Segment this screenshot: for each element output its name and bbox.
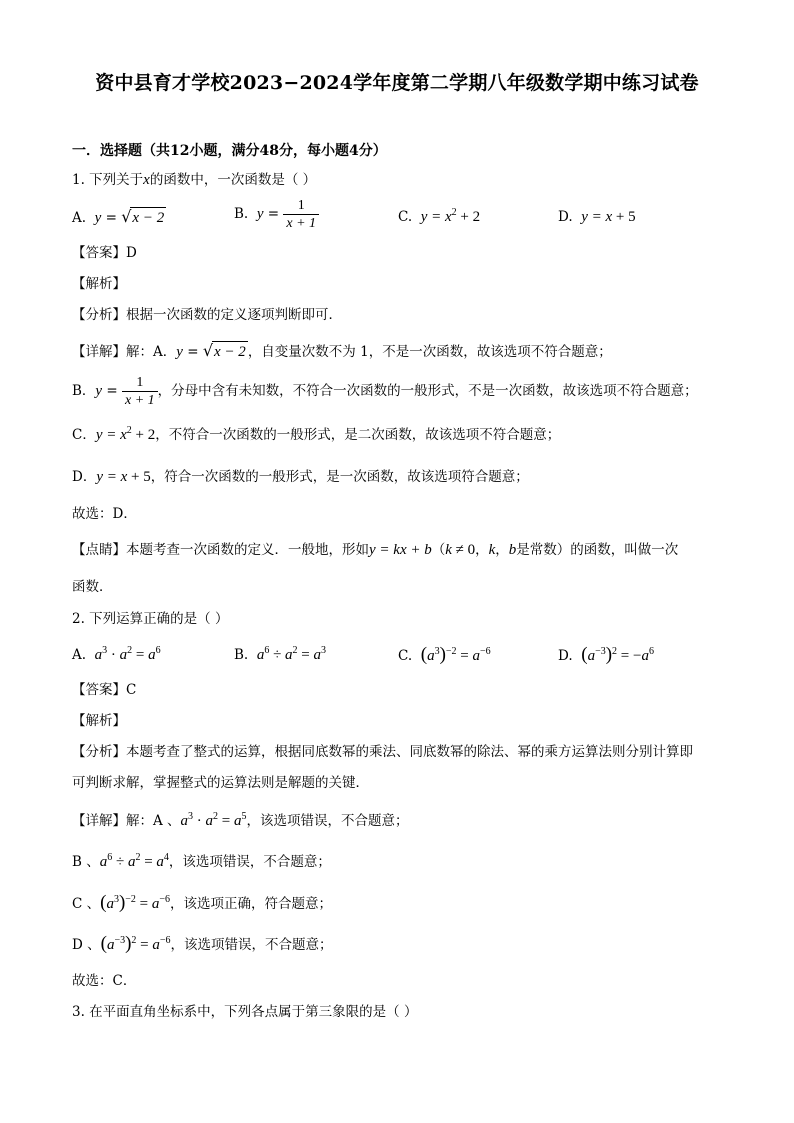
section-heading: 一．选择题（共12小题，满分48分，每小题4分） (72, 143, 387, 159)
q2-detail-c: C 、$(a^3)^{-2} = a^{-6}$，该选项正确，符合题意； (72, 892, 333, 913)
q2-detail-d: D 、$(a^{-3})^2 = a^{-6}$，该选项错误，不合题意； (72, 933, 333, 954)
q1-detail-d: D．y = x + 5，符合一次函数的一般形式，是一次函数，故该选项符合题意； (72, 469, 529, 485)
q1-note-cont: 函数． (72, 579, 113, 595)
q1-analysis-tag: 【解析】 (72, 276, 126, 292)
q1-option-d: D. y = x + 5 (558, 209, 636, 225)
page-title: 资中县育才学校2023−2024学年度第二学期八年级数学期中练习试卷 (95, 72, 699, 94)
q2-detail-b: B 、$a^6 \div a^2 = a^4$，该选项错误，不合题意； (72, 852, 331, 870)
q2-option-d: D. $(a^{-3})^2 = -a^6$ (558, 644, 654, 665)
q1-option-a: A. y = √x − 2 (72, 207, 165, 226)
q1-detail-b: B．y = $\frac{1}{x + 1}$ ，分母中含有未知数，不符合一次函数的一般形式，不是一次函数，故该选项不符合题意； (72, 375, 698, 408)
q1-stem: 1. 下列关于x的函数中，一次函数是（ ） (72, 172, 317, 188)
q2-choice: 故选：C． (72, 973, 137, 989)
q3-stem: 3. 在平面直角坐标系中，下列各点属于第三象限的是（ ） (72, 1004, 418, 1020)
q2-answer: 【答案】C (72, 682, 137, 698)
q2-option-a: A. $a^3 \cdot a^2 = a^6$ (72, 645, 161, 663)
q2-option-b: B. $a^6 \div a^2 = a^3$ (234, 645, 327, 663)
q1-note: 【点睛】本题考查一次函数的定义．一般地，形如y = kx + b（k ≠ 0，k，b是常数）的函数，叫做一次 (72, 542, 679, 558)
q1-detail-a: 【详解】解：A．y = √x − 2 ，自变量次数不为 1，不是一次函数，故该选项不符合题意； (72, 341, 612, 360)
q1-answer: 【答案】D (72, 245, 137, 261)
q1-detail-c: C．$y = x^2 + 2$，不符合一次函数的一般形式，是二次函数，故该选项不符合题意； (72, 425, 561, 443)
q2-analysis-line2: 可判断求解，掌握整式的运算法则是解题的关键． (72, 775, 369, 791)
q2-option-c: C. $(a^3)^{-2} = a^{-6}$ (398, 644, 491, 665)
q1-option-b: B. y = $\frac{1}{x + 1}$ (234, 197, 319, 232)
q2-analysis-tag: 【解析】 (72, 713, 126, 729)
q1-choice: 故选：D． (72, 506, 137, 522)
q1-analysis: 【分析】根据一次函数的定义逐项判断即可． (72, 307, 342, 323)
q2-analysis-line1: 【分析】本题考查了整式的运算，根据同底数幂的乘法、同底数幂的除法、幂的乘方运算法则分别计算即 (72, 744, 693, 760)
q2-detail-a: 【详解】解：A 、$a^3 \cdot a^2 = a^5$，该选项错误，不合题意； (72, 811, 409, 829)
q1-option-c: C. $y = x^2 + 2$ (398, 207, 481, 225)
q2-stem: 2. 下列运算正确的是（ ） (72, 611, 229, 627)
